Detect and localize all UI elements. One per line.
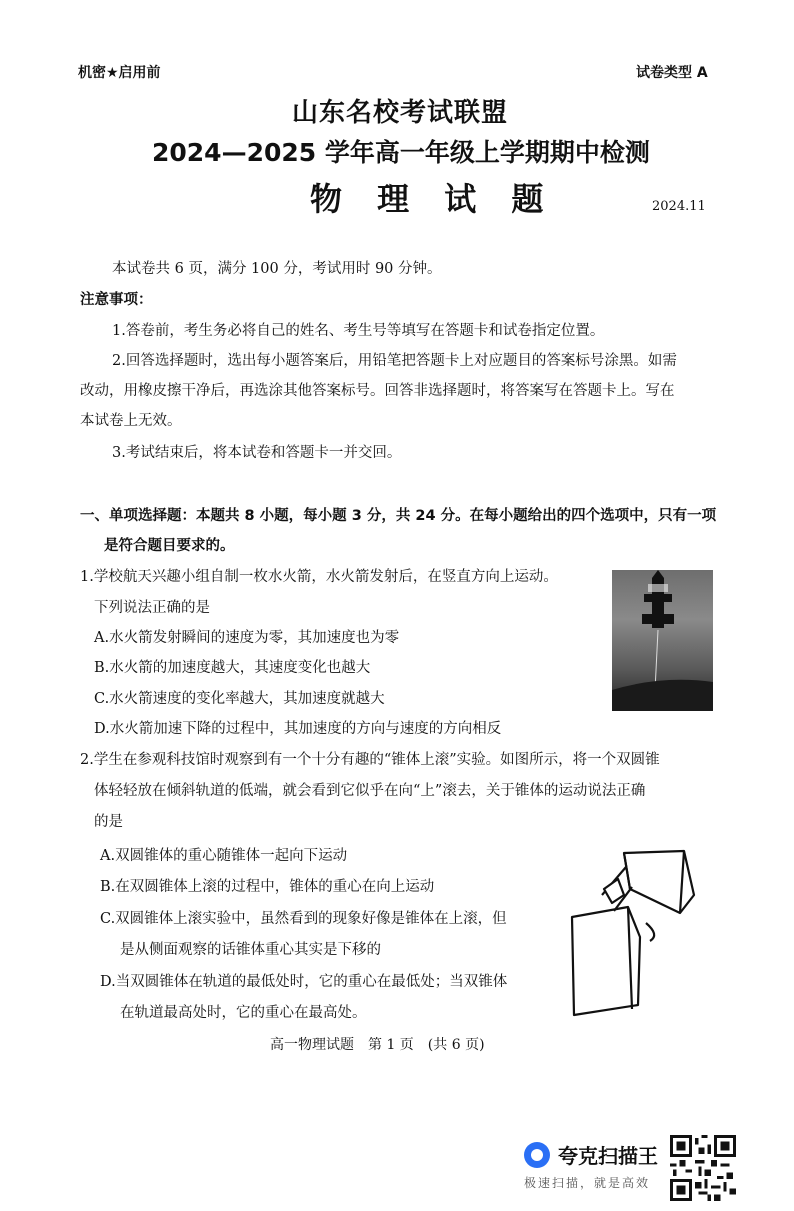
q1-stem-line-1: 1.学校航天兴趣小组自制一枚水火箭，水火箭发射后，在竖直方向上运动。 xyxy=(80,569,558,585)
q2-option-d-line-1: D.当双圆锥体在轨道的最低处时，它的重心在最低处；当双锥体 xyxy=(100,974,508,990)
section-1-heading: 一、单项选择题：本题共 8 小题，每小题 3 分，共 24 分。在每小题给出的四个选项中，只有一项 xyxy=(80,508,717,524)
notice-item-1: 1.答卷前，考生务必将自己的姓名、考生号等填写在答题卡和试卷指定位置。 xyxy=(112,323,605,339)
subject-title: 物 理 试 题 xyxy=(310,180,556,218)
notice-item-3: 3.考试结束后，将本试卷和答题卡一并交回。 xyxy=(112,445,402,461)
brand-name: 夸克扫描王 xyxy=(558,1144,658,1168)
q1-option-b: B.水火箭的加速度越大，其速度变化也越大 xyxy=(94,660,371,676)
q2-option-d-line-2: 在轨道最高处时，它的重心在最高处。 xyxy=(120,1005,367,1021)
q2-stem-line-3: 的是 xyxy=(94,814,123,830)
confidential-label: 机密★启用前 xyxy=(78,65,161,81)
q2-stem-line-2: 体轻轻放在倾斜轨道的低端，就会看到它似乎在向“上”滚去，关于锥体的运动说法正确 xyxy=(94,783,646,799)
notice-item-2-line-2: 改动，用橡皮擦干净后，再选涂其他答案标号。回答非选择题时，将答案写在答题卡上。写在 xyxy=(80,383,675,399)
q1-option-a: A.水火箭发射瞬间的速度为零，其加速度也为零 xyxy=(94,630,400,646)
qr-code-icon xyxy=(670,1135,736,1201)
scanner-watermark xyxy=(520,1138,670,1194)
q1-option-c: C.水火箭速度的变化率越大，其加速度就越大 xyxy=(94,691,385,707)
notice-item-2-line-3: 本试卷上无效。 xyxy=(80,413,182,429)
q2-option-c-line-1: C.双圆锥体上滚实验中，虽然看到的现象好像是锥体在上滚，但 xyxy=(100,911,507,927)
exam-date: 2024.11 xyxy=(652,199,706,214)
notice-item-2-line-1: 2.回答选择题时，选出每小题答案后，用铅笔把答题卡上对应题目的答案标号涂黑。如需 xyxy=(112,353,677,369)
q2-stem-line-1: 2.学生在参观科技馆时观察到有一个十分有趣的“锥体上滚”实验。如图所示，将一个双圆锥 xyxy=(80,752,660,768)
q2-option-b: B.在双圆锥体上滚的过程中，锥体的重心在向上运动 xyxy=(100,879,435,895)
double-cone-figure xyxy=(568,845,696,1025)
q1-option-d: D.水火箭加速下降的过程中，其加速度的方向与速度的方向相反 xyxy=(94,721,502,737)
q1-stem-line-2: 下列说法正确的是 xyxy=(94,600,210,616)
q2-option-c-line-2: 是从侧面观察的话锥体重心其实是下移的 xyxy=(120,942,381,958)
brand-slogan: 极速扫描，就是高效 xyxy=(524,1176,651,1190)
quark-logo-icon xyxy=(524,1142,550,1168)
q2-option-a: A.双圆锥体的重心随锥体一起向下运动 xyxy=(100,848,348,864)
intro-text: 本试卷共 6 页，满分 100 分，考试用时 90 分钟。 xyxy=(112,261,442,277)
paper-type-label: 试卷类型 A xyxy=(636,65,708,81)
notice-heading: 注意事项： xyxy=(80,292,153,308)
section-1-heading-line-2: 是符合题目要求的。 xyxy=(104,538,235,554)
page-footer: 高一物理试题 第 1 页 (共 6 页) xyxy=(270,1037,485,1053)
union-title: 山东名校考试联盟 xyxy=(292,98,509,128)
exam-title: 2024—2025 学年高一年级上学期期中检测 xyxy=(152,138,650,167)
water-rocket-photo xyxy=(612,570,713,711)
